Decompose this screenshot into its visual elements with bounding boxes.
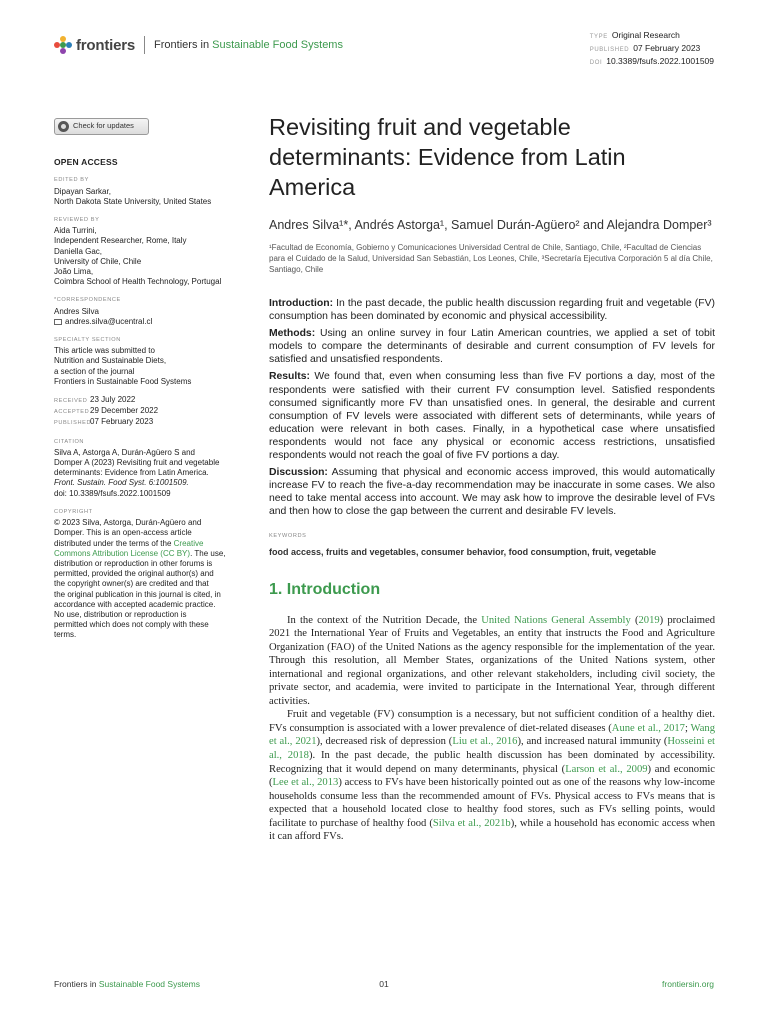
abstract-results: Results: We found that, even when consuming less than five FV portions a day, most of the respondents were satisfied with their current FV consumption level. Satisfied respondents consumed significantly more FV than unsatisfied ones. In general, the desirable and current consumption of FV levels were associated with different sets of determinants, while years of education were relevant in both cases. Finally, in a hypothetical case where unsatisfied respondents would not face any physical or economic access restrictions, unsatisfied respondents would not reach the goal of five FV portions a day. (269, 371, 715, 462)
copyright: © 2023 Silva, Astorga, Durán-Agüero and Domper. This is an open-access article distributed under the terms of the Creative Commons Attribution License (CC BY). The use, distribution or reproduction in other forums is permitted, provided the original author(s) and the copyright owner(s) are credited and that the original publication in this journal is cited, in accordance with accepted academic practice. No use, distribution or reproduction is permitted which does not comply with these terms. (54, 518, 226, 640)
citation-label: CITATION (54, 438, 85, 445)
article-body (269, 614, 715, 844)
citation-link[interactable]: Larson et al., 2009 (565, 763, 648, 775)
body-text: ), and increased natural immunity ( (517, 736, 668, 748)
copyright-label: COPYRIGHT (54, 508, 93, 515)
reviewed-by-label: REVIEWED BY (54, 217, 100, 224)
received-date: 23 July 2022 (90, 395, 136, 405)
body-text: ), decreased risk of depression ( (316, 736, 453, 748)
citation-link[interactable]: Aune et al., 2017 (611, 722, 685, 734)
cc-license-link-2[interactable]: Commons Attribution License (CC BY) (54, 548, 191, 558)
published-date: 07 February 2023 (633, 43, 701, 53)
page-number: 01 (379, 979, 389, 989)
journal-name[interactable]: Frontiers in Sustainable Food Systems (154, 39, 343, 51)
correspondence-label: *CORRESPONDENCE (54, 297, 121, 304)
body-text: ). In the past decade, the public health discussion has been dominated by accessibility. Recognizing that it would depend on many determinants, physical ( (269, 749, 715, 775)
body-text: ( (630, 614, 639, 626)
citation-link[interactable]: Hosseini et al., 2018 (269, 736, 715, 761)
doi-link[interactable]: 10.3389/fsufs.2022.1001509 (606, 56, 714, 66)
article-dates: RECEIVED 23 July 2022 ACCEPTED29 December 2022 PUBLISHED07 February 2023 (54, 395, 159, 427)
body-text: ) proclaimed 2021 the International Year of Fruits and Vegetables, an entity that instructs the Food and Agriculture Organization (FAO) of the United Nations as the agency responsible for the implementation of the year. Through this resolution, all Member States, organizations of the United Nations system, other international and regional organizations, and other relevant stakeholders, including civil society, the private sector, and academia, were invited to participate in the International Year, through different activities. (269, 614, 715, 707)
cc-license-link[interactable]: Creative (173, 538, 204, 548)
body-text: ), while a household has economic access when it can afford FVs. (269, 817, 715, 843)
citation-link[interactable]: 2019 (638, 614, 660, 626)
footer-journal[interactable]: Frontiers in Sustainable Food Systems (54, 979, 200, 989)
sidebar-published-date: 07 February 2023 (90, 417, 154, 427)
citation-link[interactable]: Lee et al., 2013 (272, 777, 339, 789)
body-paragraph-1 (269, 614, 715, 709)
keywords-label: KEYWORDS (269, 532, 307, 539)
edited-by: Dipayan Sarkar, North Dakota State University, United States (54, 186, 212, 206)
article-main (269, 112, 715, 844)
abstract-methods: Methods: Using an online survey in four Latin American countries, we applied a set of tobit models to compare the determinants of desirable and current consumption of FV levels for satisfied and unsatisfied respondents. (269, 328, 715, 366)
abstract (269, 297, 715, 519)
citation-link[interactable]: Wang et al., 2021 (269, 722, 715, 748)
section-heading-introduction: 1. Introduction (269, 580, 381, 598)
keywords: food access, fruits and vegetables, consumer behavior, food consumption, fruit, vegetable (269, 546, 657, 557)
article-meta: TYPE Original Research PUBLISHED 07 February 2023 DOI 10.3389/fsufs.2022.1001509 (589, 30, 714, 66)
article-type: Original Research (611, 30, 680, 40)
correspondence: Andres Silva andres.silva@ucentral.cl (54, 306, 153, 326)
abstract-introduction: Introduction: In the past decade, the public health discussion regarding fruit and vegetable (FV) consumption has been dominated by economic and physical accessibility. (269, 298, 715, 323)
page-header (54, 30, 714, 66)
article-title: Revisiting fruit and vegetable determinants: Evidence from Latin America (269, 114, 626, 200)
check-for-updates-button[interactable]: Check for updates (54, 118, 149, 135)
update-icon (58, 121, 69, 132)
accepted-date: 29 December 2022 (90, 406, 159, 416)
open-access-label: OPEN ACCESS (54, 157, 118, 168)
frontiers-logo-icon (54, 36, 72, 54)
body-paragraph-2 (269, 708, 715, 843)
specialty-section: This article was submitted to Nutrition and Sustainable Diets, a section of the journal Frontiers in Sustainable Food Systems (54, 346, 192, 386)
specialty-label: SPECIALTY SECTION (54, 337, 121, 344)
citation: Silva A, Astorga A, Durán-Agüero S and Domper A (2023) Revisiting fruit and vegetable determinants: Evidence from Latin America. Front. Sustain. Food Syst. 6:1001509. doi: 10.3389/fsufs.2022.1001509 (54, 447, 220, 498)
citation-link[interactable]: Silva et al., 2021b (432, 817, 511, 829)
frontiers-logo[interactable] (54, 36, 343, 54)
sidebar (54, 118, 254, 641)
body-text: In the context of the Nutrition Decade, the (287, 614, 482, 626)
email-link[interactable]: andres.silva@ucentral.cl (65, 316, 153, 326)
author-list: Andres Silva¹*, Andrés Astorga¹, Samuel Durán-Agüero² and Alejandra Domper³ (269, 218, 712, 232)
header-divider (144, 36, 145, 54)
reviewed-by: Aida Turrini, Independent Researcher, Rome, Italy Daniella Gac, University of Chile, Chile João Lima, Coimbra School of Health Technology, Portugal (54, 226, 222, 287)
body-text: Fruit and vegetable (FV) consumption is a necessary, but not sufficient condition of a healthy diet. FVs consumption is associated with a lower prevalence of diet-related diseases ( (269, 709, 715, 734)
footer-site-link[interactable]: frontiersin.org (662, 979, 714, 989)
body-text: ) and economic ( (269, 763, 715, 789)
body-text: ) access to FVs have been historically pointed out as one of the reasons why low-income households consume less than the recommended amount of FVs. Physical access to FVs means that is expected that a household located close to healthy food stores, such as FVs selling points, would facilitate to purchase of healthy food ( (269, 777, 715, 829)
brand-name: frontiers (76, 36, 136, 54)
affiliations: ¹Facultad de Economía, Gobierno y Comunicaciones Universidad Central de Chile, Santiago, Chile, ²Facultad de Ciencias para el Cuidado de la Salud, Universidad San Sebastián, Los Leones, Chile, ³Secretaría Ejecutiva Corporación 5 al día Chile, Santiago, Chile (269, 243, 713, 274)
edited-by-label: EDITED BY (54, 177, 89, 184)
citation-link[interactable]: Liu et al., 2016 (452, 736, 518, 748)
abstract-discussion: Discussion: Assuming that physical and economic access improved, this would automatically increase FV to reach the five-a-day recommendation may be inaccurate in some cases. We also need to take mental access into account. We may ask how to improve the desirable level of FVs and then how to close the gap between the current and desirable FV levels. (269, 467, 715, 518)
citation-link[interactable]: United Nations General Assembly (481, 614, 631, 626)
body-text: ; (684, 722, 691, 734)
mail-icon (54, 319, 62, 325)
